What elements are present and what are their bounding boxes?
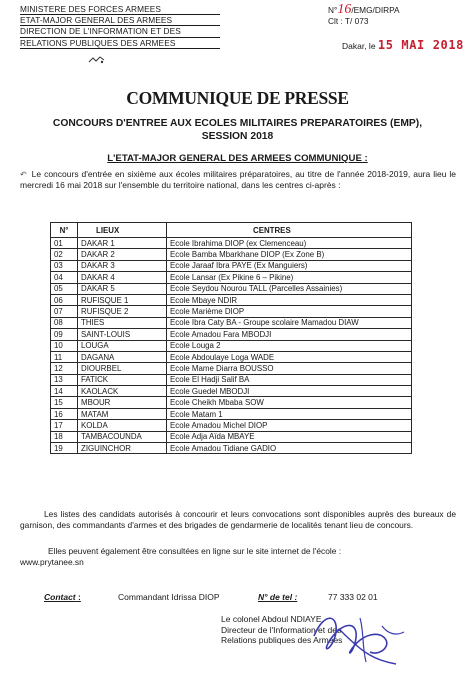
cell-lieu: LOUGA — [78, 340, 167, 351]
table-row — [51, 294, 412, 305]
dateline — [342, 38, 464, 52]
cell-number: 18 — [51, 431, 78, 442]
cell-number: 06 — [51, 294, 78, 305]
cell-centre: Ecole Ibra Caty BA - Groupe scolaire Mamadou DIAW — [167, 317, 412, 328]
cell-lieu: KOLDA — [78, 420, 167, 431]
table-row — [51, 420, 412, 431]
cell-number: 17 — [51, 420, 78, 431]
cell-centre: Ecole Mbaye NDIR — [167, 294, 412, 305]
cell-centre: Ecole Amadou Fara MBODJI — [167, 329, 412, 340]
cell-lieu: DAGANA — [78, 351, 167, 362]
cell-lieu: MATAM — [78, 408, 167, 419]
cell-lieu: FATICK — [78, 374, 167, 385]
table-row — [51, 374, 412, 385]
cell-number: 15 — [51, 397, 78, 408]
cell-lieu: TAMBACOUNDA — [78, 431, 167, 442]
online-text: Elles peuvent également être consultées en ligne sur le site internet de l'école : — [48, 546, 342, 556]
table-row — [51, 408, 412, 419]
pen-mark-icon — [88, 56, 106, 66]
subtitle — [0, 117, 475, 143]
cell-lieu: DAKAR 2 — [78, 249, 167, 260]
cell-number: 09 — [51, 329, 78, 340]
cell-number: 05 — [51, 283, 78, 294]
cell-lieu: DAKAR 3 — [78, 260, 167, 271]
date-stamp: 15 MAI 2018 — [377, 38, 464, 52]
table-row — [51, 260, 412, 271]
cell-number: 01 — [51, 238, 78, 249]
arrow-icon: ↶ — [20, 170, 27, 179]
table-row — [51, 397, 412, 408]
ministry-header — [20, 4, 220, 49]
intro-text: Le concours d'entrée en sixième aux écoles militaires préparatoires, au titre de l'année 2018-2019, aura lieu le mercredi 16 mai 2018 sur l'ensemble du territoire national, dans les centres ci-après : — [20, 169, 456, 191]
cell-number: 03 — [51, 260, 78, 271]
subtitle-line-2: SESSION 2018 — [201, 131, 274, 142]
cell-centre: Ecole Lansar (Ex Pikine 6 – Pikine) — [167, 272, 412, 283]
cell-centre: Ecole Marième DIOP — [167, 306, 412, 317]
header-lieux: LIEUX — [78, 223, 167, 238]
table-row — [51, 329, 412, 340]
cell-number: 10 — [51, 340, 78, 351]
cell-lieu: MBOUR — [78, 397, 167, 408]
intro-paragraph — [20, 169, 456, 191]
table-row — [51, 283, 412, 294]
cell-centre: Ecole Ibrahima DIOP (ex Clemenceau) — [167, 238, 412, 249]
lists-paragraph: Les listes des candidats autorisés à concourir et leurs convocations sont disponibles auprès des bureaux de garnison, des commandants d'armes et des brigades de gendarmerie de localités tenant lieu de concours. — [20, 509, 456, 530]
cell-lieu: RUFISQUE 1 — [78, 294, 167, 305]
reference-block — [328, 4, 400, 27]
table-row — [51, 306, 412, 317]
ref-suffix: /EMG/DIRPA — [351, 5, 400, 15]
cell-lieu: RUFISQUE 2 — [78, 306, 167, 317]
website-link[interactable]: www.prytanee.sn — [20, 556, 84, 567]
signatory-title-2: Relations publiques des Armées — [221, 635, 343, 646]
cell-centre: Ecole Guedel MBODJI — [167, 386, 412, 397]
ref-number: 16 — [337, 2, 352, 17]
cell-lieu: DIOURBEL — [78, 363, 167, 374]
cell-centre: Ecole Amadou Michel DIOP — [167, 420, 412, 431]
contact-name: Commandant Idrissa DIOP — [118, 592, 220, 602]
cell-centre: Ecole Matam 1 — [167, 408, 412, 419]
ministry-line: RELATIONS PUBLIQUES DES ARMEES — [20, 38, 220, 49]
ministry-line: ETAT-MAJOR GENERAL DES ARMEES — [20, 15, 220, 26]
cell-number: 08 — [51, 317, 78, 328]
cell-centre: Ecole El Hadji Salif BA — [167, 374, 412, 385]
table-row — [51, 249, 412, 260]
cell-centre: Ecole Seydou Nourou TALL (Parcelles Assainies) — [167, 283, 412, 294]
cell-centre: Ecole Amadou Tidiane GADIO — [167, 443, 412, 454]
ref-prefix: N° — [328, 5, 338, 15]
cell-centre: Ecole Louga 2 — [167, 340, 412, 351]
tel-label: N° de tel : — [258, 592, 298, 602]
cell-centre: Ecole Cheikh Mbaba SOW — [167, 397, 412, 408]
cell-lieu: KAOLACK — [78, 386, 167, 397]
centres-table — [50, 222, 412, 454]
table-row — [51, 238, 412, 249]
table-row — [51, 272, 412, 283]
ministry-line: MINISTERE DES FORCES ARMEES — [20, 4, 220, 15]
classement: Clt : T/ 073 — [328, 16, 369, 26]
cell-number: 16 — [51, 408, 78, 419]
table-row — [51, 351, 412, 362]
cell-centre: Ecole Abdoulaye Loga WADE — [167, 351, 412, 362]
signatory-title-1: Directeur de l'Information et des — [221, 624, 342, 635]
table-row — [51, 386, 412, 397]
table-body — [51, 238, 412, 454]
tel-value: 77 333 02 01 — [328, 592, 378, 602]
cell-number: 02 — [51, 249, 78, 260]
page-title: COMMUNIQUE DE PRESSE — [126, 88, 349, 108]
cell-number: 14 — [51, 386, 78, 397]
table-header-row — [51, 223, 412, 238]
online-paragraph — [20, 546, 456, 567]
date-prefix: Dakar, le — [342, 41, 376, 51]
table-row — [51, 317, 412, 328]
cell-lieu: ZIGUINCHOR — [78, 443, 167, 454]
cell-centre: Ecole Adja Aïda MBAYE — [167, 431, 412, 442]
cell-number: 12 — [51, 363, 78, 374]
table-row — [51, 340, 412, 351]
cell-centre: Ecole Mame Diarra BOUSSO — [167, 363, 412, 374]
subtitle-line-1: CONCOURS D'ENTREE AUX ECOLES MILITAIRES PREPARATOIRES (EMP), — [52, 118, 423, 129]
signatory-name: Le colonel Abdoul NDIAYE, — [221, 614, 324, 624]
announcement-heading: L'ETAT-MAJOR GENERAL DES ARMEES COMMUNIQUE : — [107, 153, 368, 164]
signature-block — [221, 614, 461, 646]
cell-number: 11 — [51, 351, 78, 362]
cell-number: 13 — [51, 374, 78, 385]
header-centres: CENTRES — [167, 223, 412, 238]
cell-lieu: DAKAR 5 — [78, 283, 167, 294]
table-row — [51, 443, 412, 454]
contact-label: Contact : — [44, 592, 81, 602]
ministry-line: DIRECTION DE L'INFORMATION ET DES — [20, 26, 220, 37]
cell-centre: Ecole Bamba Mbarkhane DIOP (Ex Zone B) — [167, 249, 412, 260]
table-row — [51, 431, 412, 442]
cell-centre: Ecole Jaraaf Ibra PAYE (Ex Manguiers) — [167, 260, 412, 271]
cell-lieu: DAKAR 1 — [78, 238, 167, 249]
cell-lieu: THIES — [78, 317, 167, 328]
cell-number: 19 — [51, 443, 78, 454]
cell-lieu: DAKAR 4 — [78, 272, 167, 283]
cell-lieu: SAINT-LOUIS — [78, 329, 167, 340]
table-row — [51, 363, 412, 374]
cell-number: 07 — [51, 306, 78, 317]
cell-number: 04 — [51, 272, 78, 283]
header-number: N° — [51, 223, 78, 238]
